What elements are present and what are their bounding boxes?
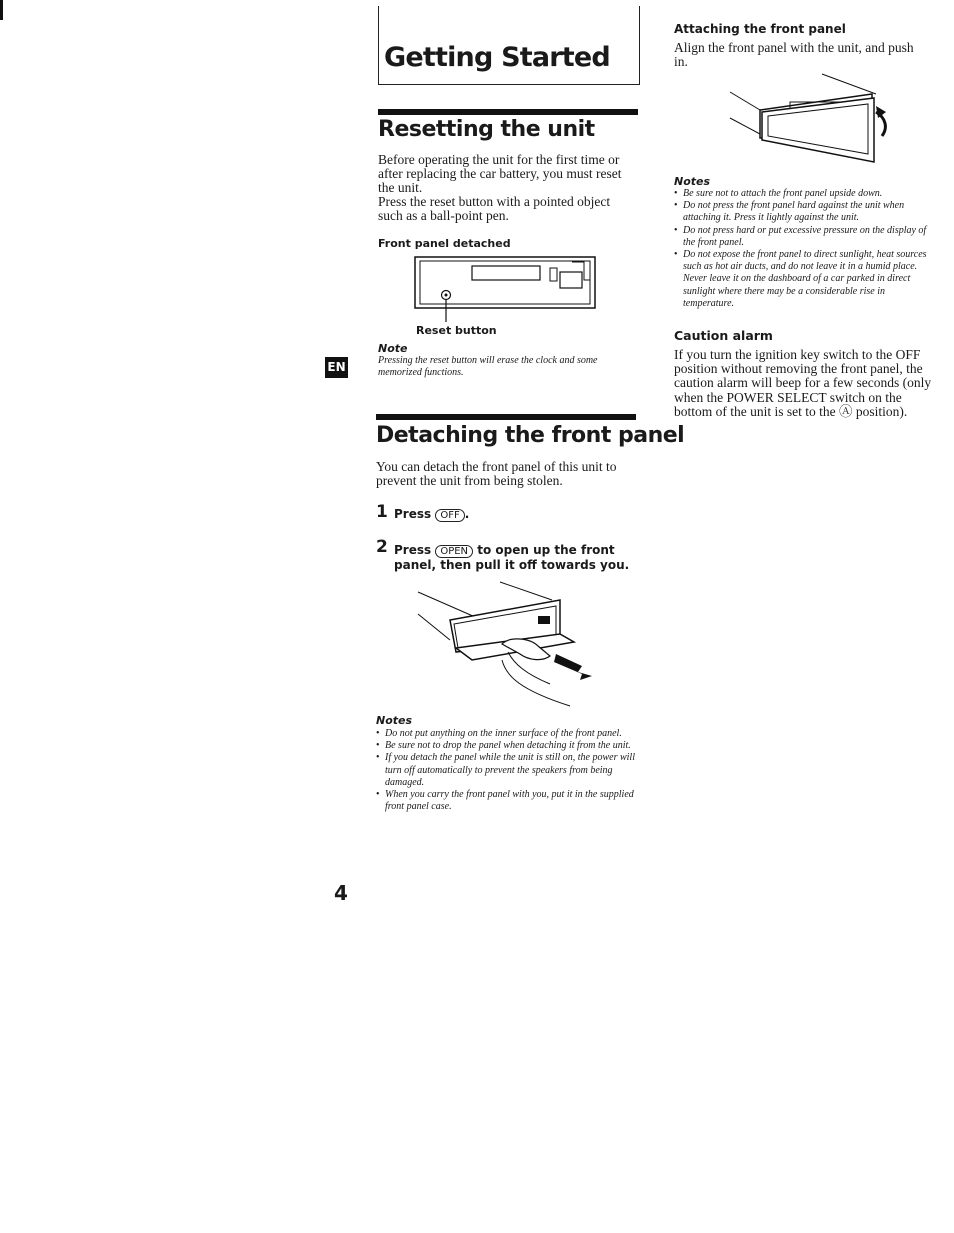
front-panel-detached-illustration bbox=[412, 254, 598, 324]
list-item: • When you carry the front panel with you, put it in the supplied front panel case. bbox=[376, 789, 638, 813]
step-suffix: . bbox=[464, 507, 470, 521]
list-item: • If you detach the panel while the unit is still on, the power will turn off automatically to prevent the speakers from being damaged. bbox=[376, 752, 638, 789]
step-prefix: Press bbox=[394, 507, 432, 521]
step-number: 1 bbox=[376, 502, 388, 522]
language-tab: EN bbox=[325, 357, 348, 378]
open-key-label: OPEN bbox=[435, 545, 473, 558]
section-rule bbox=[378, 109, 638, 115]
caution-text: If you turn the ignition key switch to the OFF position without removing the front panel, the caution alarm will beep for a few seconds (only when the POWER SELECT switch on the bottom of the unit is set to the Ⓐ position). bbox=[674, 347, 932, 419]
caution-heading: Caution alarm bbox=[674, 328, 773, 343]
list-item: • Be sure not to attach the front panel upside down. bbox=[674, 188, 932, 200]
note-heading: Note bbox=[378, 342, 408, 355]
step-2-text bbox=[394, 543, 640, 573]
resetting-heading: Resetting the unit bbox=[378, 117, 595, 142]
note-text: Pressing the reset button will erase the clock and some memorized functions. bbox=[378, 355, 598, 379]
page-number: 4 bbox=[334, 881, 348, 905]
step-suffix: to open up the front panel, then pull it off towards you. bbox=[394, 543, 630, 572]
list-item: • Do not press the front panel hard against the unit when attaching it. Press it lightly against the unit. bbox=[674, 200, 932, 224]
list-item: • Do not expose the front panel to direct sunlight, heat sources such as hot air ducts, and do not leave it in a humid place. Never leave it on the dashboard of a car parked in direct sunlight where there may be a considerable rise in temperature. bbox=[674, 249, 932, 310]
list-item: • Do not press hard or put excessive pressure on the display of the front panel. bbox=[674, 225, 932, 249]
off-key-label: OFF bbox=[435, 509, 464, 522]
attach-panel-illustration bbox=[726, 72, 896, 172]
resetting-para-1: Before operating the unit for the first time or after replacing the car battery, you must reset the unit. bbox=[378, 152, 622, 196]
list-item: • Do not put anything on the inner surface of the front panel. bbox=[376, 728, 638, 740]
list-item: • Be sure not to drop the panel when detaching it from the unit. bbox=[376, 740, 638, 752]
notes-heading: Notes bbox=[376, 714, 413, 727]
step-number: 2 bbox=[376, 537, 388, 557]
detaching-notes-list bbox=[376, 728, 638, 813]
page-title: Getting Started bbox=[384, 42, 610, 73]
page-edge-mark bbox=[0, 0, 3, 20]
attaching-heading: Attaching the front panel bbox=[674, 22, 846, 36]
section-rule bbox=[376, 414, 636, 420]
reset-button-label: Reset button bbox=[416, 324, 497, 337]
resetting-para-2: Press the reset button with a pointed object such as a ball-point pen. bbox=[378, 194, 611, 224]
step-1-text bbox=[394, 507, 469, 522]
attaching-notes-list bbox=[674, 188, 932, 310]
attaching-text: Align the front panel with the unit, and push in. bbox=[674, 40, 914, 70]
detaching-intro: You can detach the front panel of this unit to prevent the unit from being stolen. bbox=[376, 459, 617, 489]
step-1 bbox=[376, 502, 388, 522]
detaching-heading: Detaching the front panel bbox=[376, 423, 685, 448]
figure-caption: Front panel detached bbox=[378, 237, 511, 250]
notes-heading: Notes bbox=[674, 175, 711, 188]
step-prefix: Press bbox=[394, 543, 432, 557]
detach-panel-illustration bbox=[410, 580, 600, 708]
step-2 bbox=[376, 537, 388, 557]
